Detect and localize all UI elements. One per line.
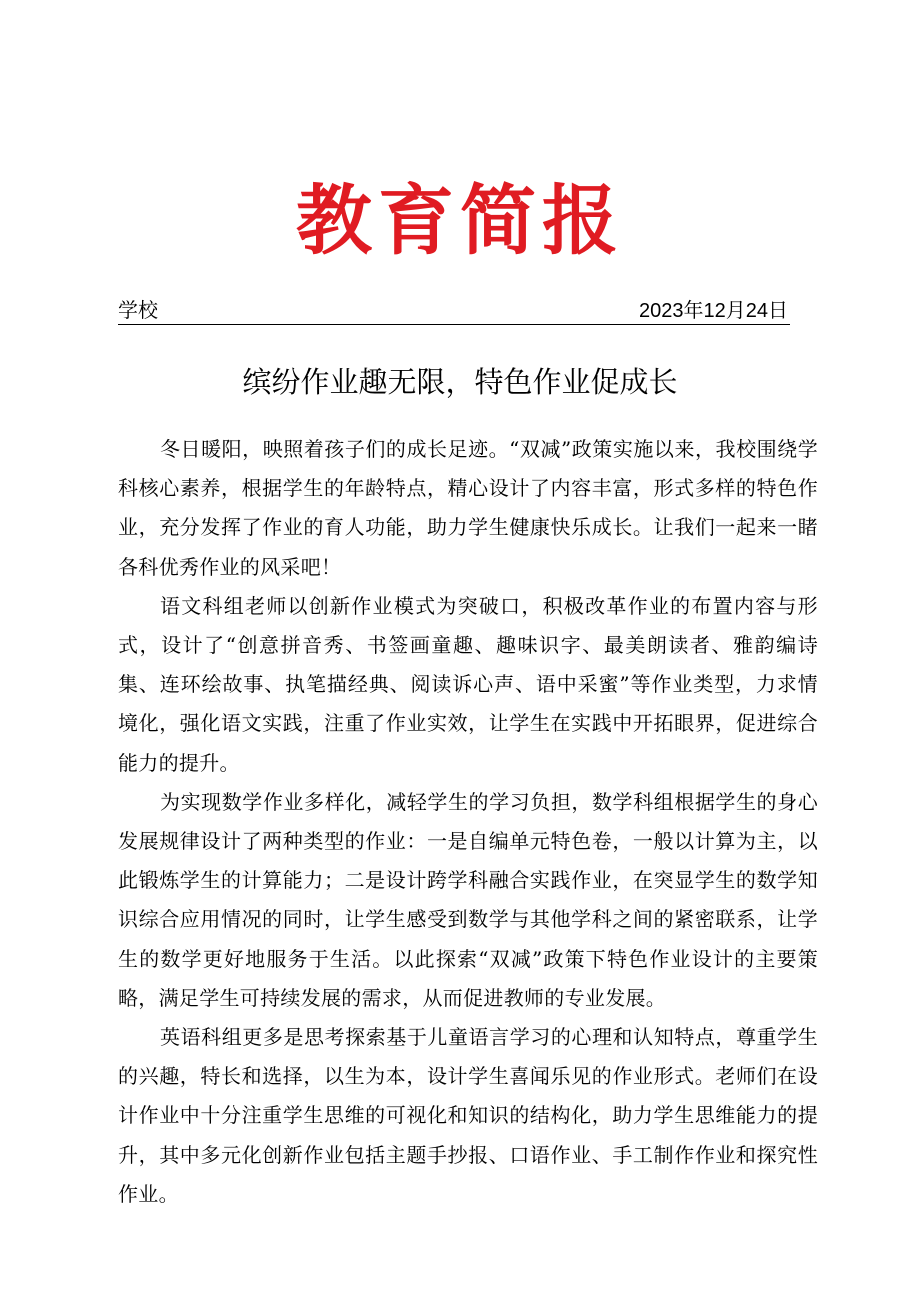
meta-line — [118, 298, 790, 325]
paragraph-intro: 冬日暖阳，映照着孩子们的成长足迹。“双减”政策实施以来，我校围绕学科核心素养，根据学生的年龄特点，精心设计了内容丰富，形式多样的特色作业，充分发挥了作业的育人功能，助力学生健康快乐成长。让我们一起来一睹各科优秀作业的风采吧！ — [118, 437, 818, 579]
school-label: 学校 — [118, 300, 158, 322]
masthead-title: 教育简报 — [296, 176, 624, 265]
paragraph-chinese: 语文科组老师以创新作业模式为突破口，积极改革作业的布置内容与形式，设计了“创意拼音秀、书签画童趣、趣味识字、最美朗读者、雅韵编诗集、连环绘故事、执笔描经典、阅读诉心声、语中采蜜”等作业类型，力求情境化，强化语文实践，注重了作业实效，让学生在实践中开拓眼界，促进综合能力的提升。 — [118, 593, 818, 775]
article-body — [118, 430, 818, 1214]
paragraph-math: 为实现数学作业多样化，减轻学生的学习负担，数学科组根据学生的身心发展规律设计了两种类型的作业：一是自编单元特色卷，一般以计算为主，以此锻炼学生的计算能力；二是设计跨学科融合实践作业，在突显学生的数学知识综合应用情况的同时，让学生感受到数学与其他学科之间的紧密联系，让学生的数学更好地服务于生活。以此探索“双减”政策下特色作业设计的主要策略，满足学生可持续发展的需求，从而促进教师的专业发展。 — [118, 789, 818, 1010]
paragraph-english: 英语科组更多是思考探索基于儿童语言学习的心理和认知特点，尊重学生的兴趣，特长和选择，以生为本，设计学生喜闻乐见的作业形式。老师们在设计作业中十分注重学生思维的可视化和知识的结构化，助力学生思维能力的提升，其中多元化创新作业包括主题手抄报、口语作业、手工制作作业和探究性作业。 — [118, 1025, 818, 1206]
article-headline: 缤纷作业趣无限，特色作业促成长 — [242, 365, 678, 399]
issue-date: 2023年12月24日 — [639, 300, 788, 322]
